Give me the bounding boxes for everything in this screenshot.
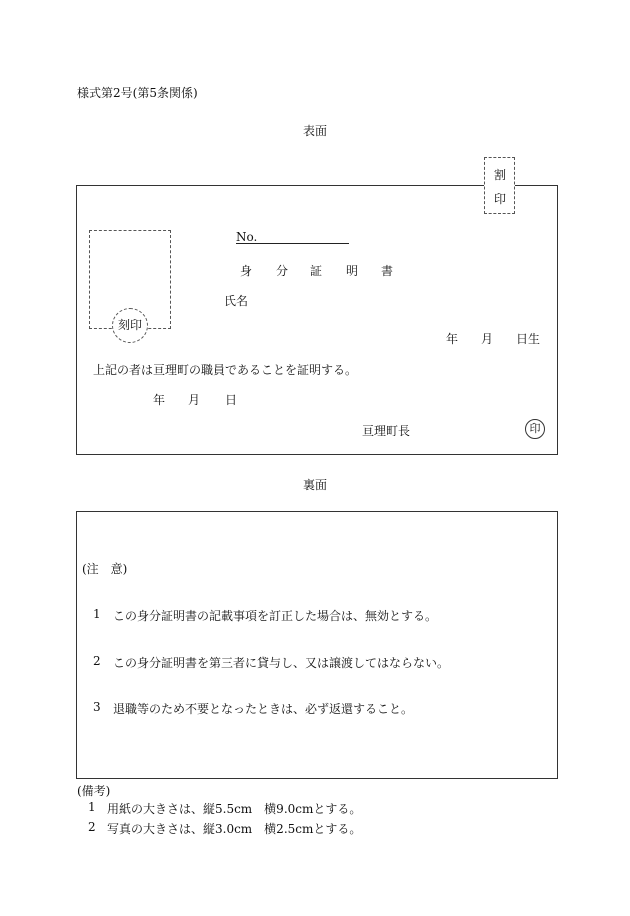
form-label: 様式第2号(第5条関係) [77,86,198,100]
official-seal: 印 [525,419,545,439]
tally-seal-char-2: 印 [494,192,507,206]
front-heading: 表面 [303,124,328,138]
birth-month: 月 [481,332,494,346]
birth-year: 年 [446,332,459,346]
note-text-3: 退職等のため不要となったときは、必ず返還すること。 [113,702,414,716]
back-heading: 裏面 [303,478,328,492]
issue-day: 日 [225,393,238,407]
title-char-4: 明 [346,264,359,278]
note-number-2: 2 [93,654,101,668]
number-label: No. [236,230,258,244]
issue-year: 年 [153,393,166,407]
title-char-3: 証 [310,264,323,278]
engraved-seal-label: 刻印 [118,318,143,332]
note-text-1: この身分証明書の記載事項を訂正した場合は、無効とする。 [113,609,438,623]
remark-text-2: 写真の大きさは、縦3.0cm 横2.5cmとする。 [107,822,362,836]
name-label: 氏名 [224,294,249,308]
certification-statement: 上記の者は亘理町の職員であることを証明する。 [93,363,358,377]
remark-number-2: 2 [88,820,96,834]
tally-seal-char-1: 割 [494,168,507,182]
title-char-1: 身 [240,264,253,278]
notes-heading: (注 意) [82,562,128,576]
birth-day: 日生 [516,332,541,346]
issue-month: 月 [188,393,201,407]
back-card [76,511,558,779]
title-char-5: 書 [381,264,394,278]
note-number-3: 3 [93,700,101,714]
issuer-name: 亘理町長 [362,424,411,438]
title-char-2: 分 [276,264,289,278]
remark-number-1: 1 [88,800,96,814]
number-field [236,230,349,244]
remarks-heading: (備考) [77,784,111,798]
note-text-2: この身分証明書を第三者に貸与し、又は譲渡してはならない。 [113,656,450,670]
note-number-1: 1 [93,607,101,621]
remark-text-1: 用紙の大きさは、縦5.5cm 横9.0cmとする。 [107,802,362,816]
